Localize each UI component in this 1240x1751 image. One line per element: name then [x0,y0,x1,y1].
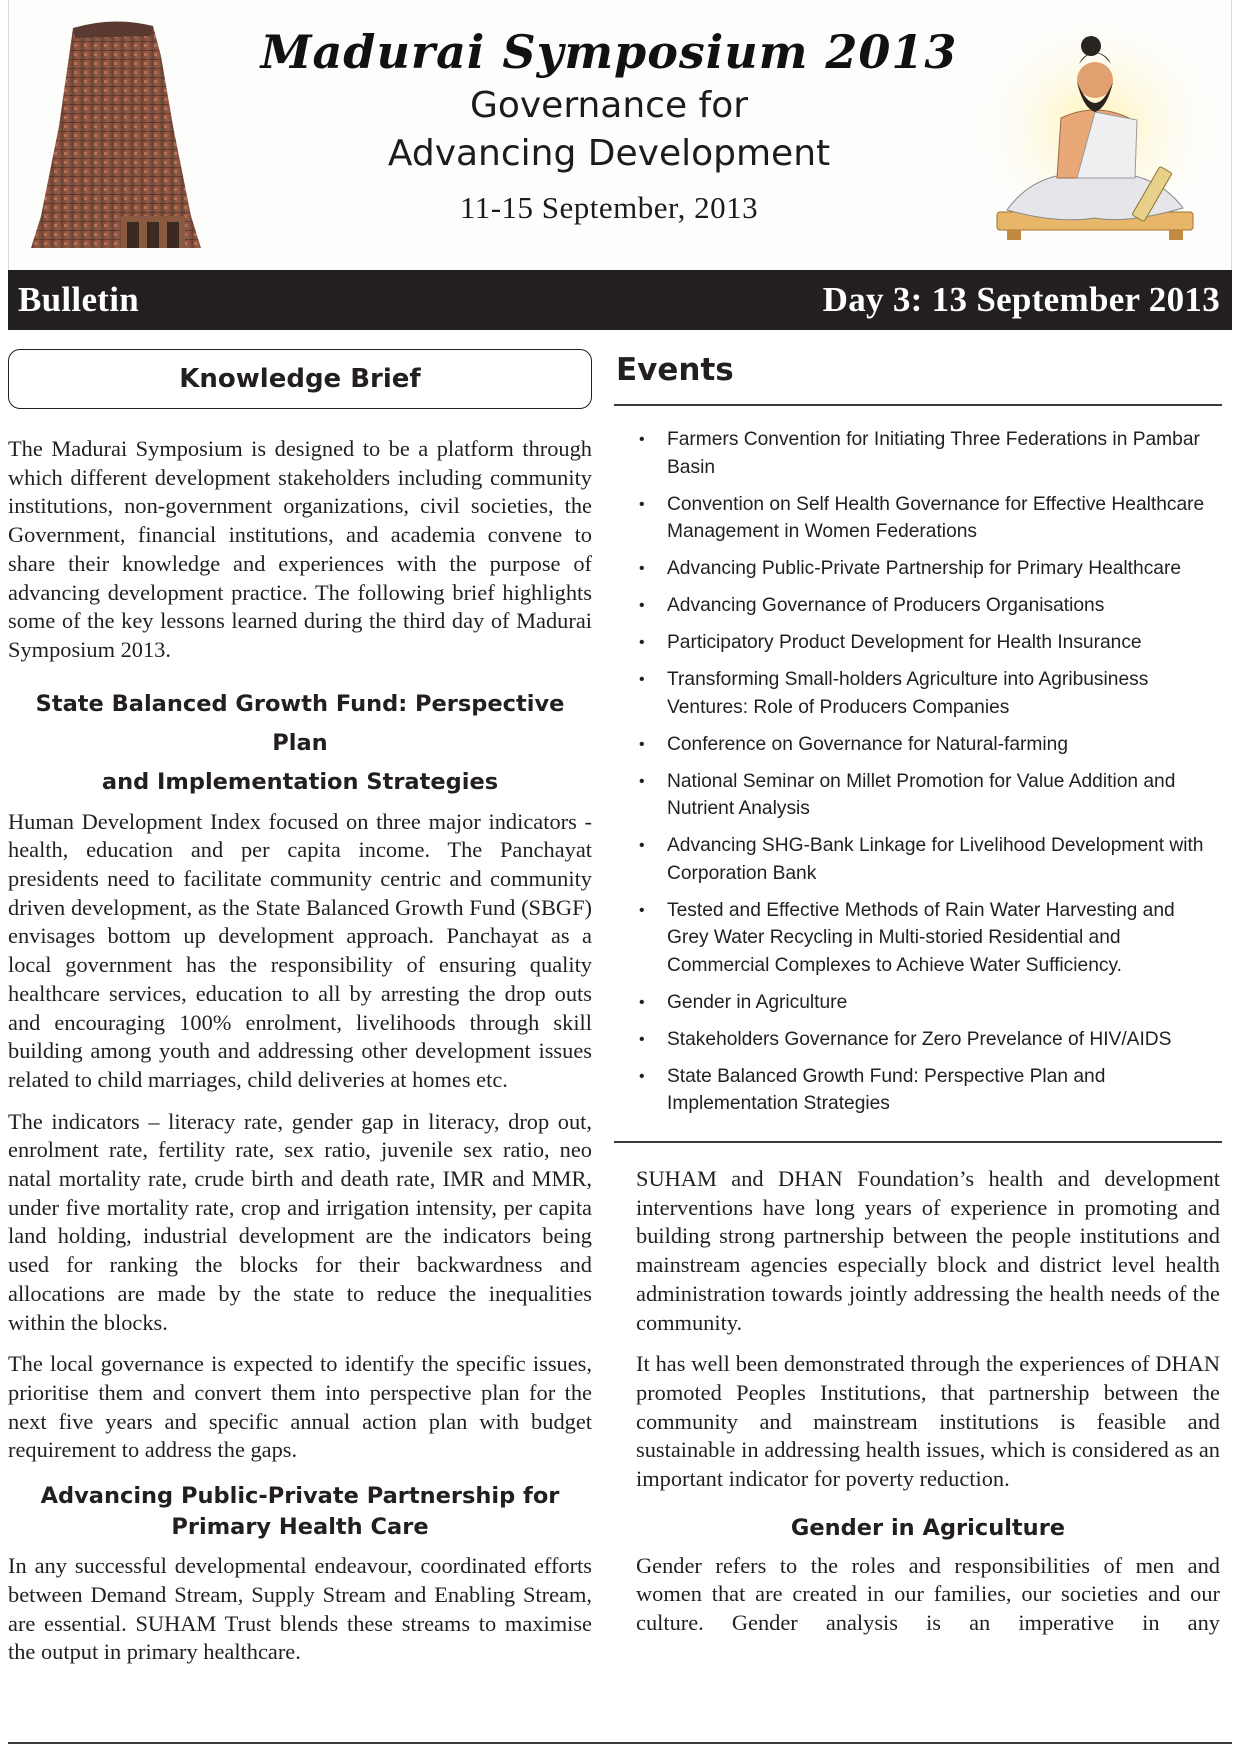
event-item: • Transforming Small-holders Agriculture into Agribusiness Ventures: Role of Producers Companies [614,666,1224,721]
bullet-icon: • [639,560,645,577]
event-item: • Gender in Agriculture [614,989,1224,1017]
event-item: • Convention on Self Health Governance for Effective Healthcare Management in Women Federations [614,491,1224,546]
event-item: • Advancing Governance of Producers Organisations [614,592,1224,620]
bullet-icon: • [639,901,645,919]
sbgf-heading-line-1: State Balanced Growth Fund: Perspective Plan [35,690,565,756]
ppp-heading [8,1481,592,1543]
event-item: • Participatory Product Development for Health Insurance [614,629,1224,657]
bullet-icon: • [639,993,645,1011]
bullet-icon: • [639,735,645,753]
ppp-paragraph: In any successful developmental endeavour, coordinated efforts between Demand Stream, Supply Stream and Enabling Stream, are essential. SUHAM Trust blends these streams to maximise the output in primary healthcare. [8,1553,592,1665]
events-bottom-divider [614,1141,1222,1143]
ppp-heading-line-1: Advancing Public-Private Partnership for [40,1483,560,1510]
left-column [8,349,592,1667]
event-item: • National Seminar on Millet Promotion for Value Addition and Nutrient Analysis [614,768,1224,823]
knowledge-brief-intro: The Madurai Symposium is designed to be a platform through which different development stakeholders including community institutions, non-government organizations, civil societies, the Government, financial institutions, and academia convene to share their knowledge and experiences with the purpose of advancing development practice. The following brief highlights some of the key lessons learned during the third day of Madurai Symposium 2013. [8,436,592,662]
ppp-heading-line-2: Primary Health Care [171,1514,429,1541]
theme-line-1: Governance for [469,85,749,127]
symposium-title: Madurai Symposium 2013 [260,25,958,79]
gender-heading: Gender in Agriculture [790,1514,1066,1541]
ppp-paragraph: It has well been demonstrated through the experiences of DHAN promoted Peoples Institutions, that partnership between the community and mainstream institutions is feasible and sustainable in addressing health issues, which is considered as an important indicator for poverty reduction. [636,1351,1220,1492]
bullet-icon: • [639,495,645,513]
knowledge-brief-box [8,349,592,409]
bullet-icon: • [639,431,645,448]
bullet-icon: • [639,1030,645,1048]
sbgf-heading-line-2: and Implementation Strategies [101,768,499,795]
event-item: • Advancing Public-Private Partnership for Primary Healthcare [614,555,1224,583]
bullet-icon: • [639,1067,645,1085]
event-item: • Advancing SHG-Bank Linkage for Livelihood Development with Corporation Bank [614,832,1224,887]
sbgf-body [8,808,592,1465]
event-item: • Farmers Convention for Initiating Three Federations in Pambar Basin [614,426,1224,481]
symposium-dates: 11-15 September, 2013 [459,190,759,226]
events-top-divider [614,404,1222,406]
event-item: • Conference on Governance for Natural-farming [614,731,1224,759]
events-list [614,426,1224,1139]
footer-divider [8,1742,1232,1744]
knowledge-brief-title: Knowledge Brief [179,364,421,394]
bullet-icon: • [639,837,645,854]
sbgf-paragraph: Human Development Index focused on three major indicators - health, education and per capita income. The Panchayat presidents need to facilitate community centric and community driven development, as the State Balanced Growth Fund (SBGF) envisages bottom up development approach. Panchayat as a local government has the responsibility of ensuring quality healthcare services, education to all by arresting the drop outs and encouraging 100% enrolment, livelihoods through skill building among youth and addressing other development issues related to child marriages, child deliveries at homes etc. [8,808,592,1092]
right-column [614,349,1224,1638]
bullet-icon: • [639,597,645,614]
bulletin-date: Day 3: 13 September 2013 [822,280,1220,319]
ppp-paragraph: SUHAM and DHAN Foundation’s health and development interventions have long years of experience in promoting and building strong partnership between the people institutions and mainstream agencies especially block and district level health administration towards jointly addressing the health needs of the community. [636,1166,1220,1335]
bulletin-bar [8,270,1232,330]
masthead-title-block [239,25,979,226]
events-title: Events [616,352,734,388]
ppp-continued [614,1165,1220,1638]
bullet-icon: • [639,671,645,688]
event-item: • Tested and Effective Methods of Rain Water Harvesting and Grey Water Recycling in Multi-storied Residential and Commercial Complexes to Achieve Water Sufficiency. [614,897,1224,980]
temple-gopuram-icon [23,16,209,248]
event-item: • Stakeholders Governance for Zero Prevelance of HIV/AIDS [614,1026,1224,1054]
masthead [8,0,1232,270]
seated-sage-icon [977,28,1217,250]
bullet-icon: • [639,772,645,790]
sbgf-paragraph: The local governance is expected to identify the specific issues, prioritise them and convert them into perspective plan for the next five years and specific annual action plan with budget requirement to address the gaps. [8,1351,592,1463]
bulletin-label: Bulletin [18,280,140,319]
bullet-icon: • [639,634,645,651]
sbgf-heading [8,685,592,802]
gender-paragraph: Gender refers to the roles and responsibilities of men and women that are created in our families, our societies and our culture. Gender analysis is an imperative in any [636,1552,1220,1636]
theme-line-2: Advancing Development [387,133,831,175]
event-item: • State Balanced Growth Fund: Perspective Plan and Implementation Strategies [614,1063,1224,1118]
sbgf-paragraph: The indicators – literacy rate, gender gap in literacy, drop out, enrolment rate, fertility rate, sex ratio, juvenile sex ratio, neo natal mortality rate, crude birth and death rate, IMR and MMR, under five mortality rate, crop and irrigation intensity, per capita land holding, industrial development are the indicators being used for ranking the blocks for their backwardness and allocations are made by the state to reduce the inequalities within the blocks. [8,1108,592,1335]
